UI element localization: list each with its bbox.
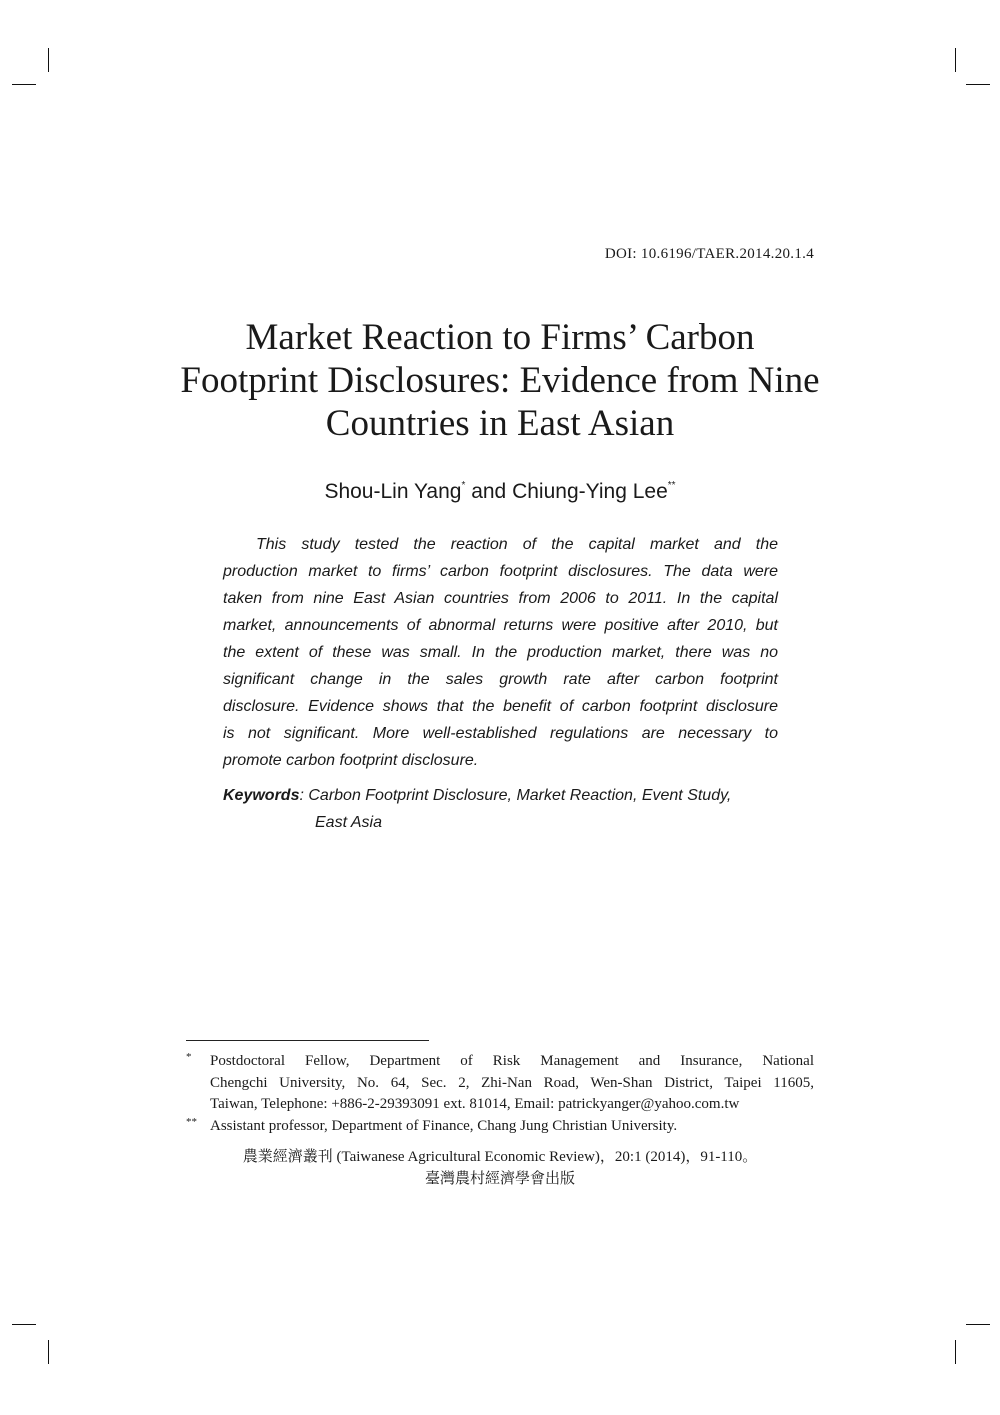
footnote-line: Taiwan, Telephone: +886-2-29393091 ext. 81014, Email: patrickyanger@yahoo.com.tw: [210, 1096, 740, 1112]
keywords-list: : Carbon Footprint Disclosure, Market Reaction, Event Study,: [299, 787, 732, 804]
paper-title: [150, 316, 850, 445]
abstract-line: taken from nine East Asian countries from 2006 to 2011. In the capital: [223, 590, 778, 607]
title-line: Footprint Disclosures: Evidence from Nine: [180, 360, 820, 401]
footnote-line: Assistant professor, Department of Finance, Chang Jung Christian University.: [210, 1118, 678, 1134]
footnote-line: Postdoctoral Fellow, Department of Risk Management and Insurance, National: [210, 1053, 814, 1069]
doi-label: DOI: 10.6196/TAER.2014.20.1.4: [604, 246, 814, 262]
abstract-line: This study tested the reaction of the capital market and the: [256, 536, 778, 553]
author-connector: and: [465, 480, 513, 503]
footnote: [186, 1051, 814, 1116]
abstract-line: the extent of these was small. In the production market, there was no: [223, 644, 778, 661]
crop-mark: [966, 84, 990, 85]
title-line: Market Reaction to Firms’ Carbon: [245, 317, 755, 358]
crop-mark: [12, 1324, 36, 1325]
crop-mark: [955, 48, 956, 72]
crop-mark: [955, 1340, 956, 1364]
crop-mark: [48, 1340, 49, 1364]
footnote-marker: *: [186, 1051, 192, 1063]
abstract-line: promote carbon footprint disclosure.: [223, 752, 479, 769]
footnote-line: Chengchi University, No. 64, Sec. 2, Zhi-Nan Road, Wen-Shan District, Taipei 11605,: [210, 1074, 814, 1091]
abstract-line: market, announcements of abnormal returns were positive after 2010, but: [223, 617, 778, 634]
abstract-line: is not significant. More well-established regulations are necessary to: [223, 725, 778, 742]
keywords-label: Keywords: [223, 787, 300, 804]
journal-citation: 農業經濟叢刊 (Taiwanese Agricultural Economic Review)，20:1 (2014)，91-110。: [242, 1149, 758, 1165]
keywords: [223, 782, 783, 836]
keywords-list-continued: East Asia: [315, 814, 382, 831]
footnote-divider: [186, 1040, 429, 1041]
footnote: [186, 1116, 814, 1138]
footnote-marker: **: [667, 480, 676, 491]
publisher-line: 臺灣農村經濟學會出版: [424, 1171, 575, 1187]
footnote-marker: *: [461, 480, 466, 491]
crop-mark: [12, 84, 36, 85]
crop-mark: [48, 48, 49, 72]
author-line: [150, 480, 850, 504]
title-line: Countries in East Asian: [325, 403, 675, 444]
abstract-line: disclosure. Evidence shows that the benefit of carbon footprint disclosure: [223, 698, 778, 715]
author-name: Chiung-Ying Lee: [512, 480, 668, 503]
footnote-marker: **: [186, 1116, 197, 1128]
abstract-line: production market to firms’ carbon footprint disclosures. The data were: [223, 563, 778, 580]
author-name: Shou-Lin Yang: [324, 480, 462, 503]
abstract-line: significant change in the sales growth rate after carbon footprint: [223, 671, 778, 688]
abstract: [223, 531, 778, 774]
crop-mark: [966, 1324, 990, 1325]
